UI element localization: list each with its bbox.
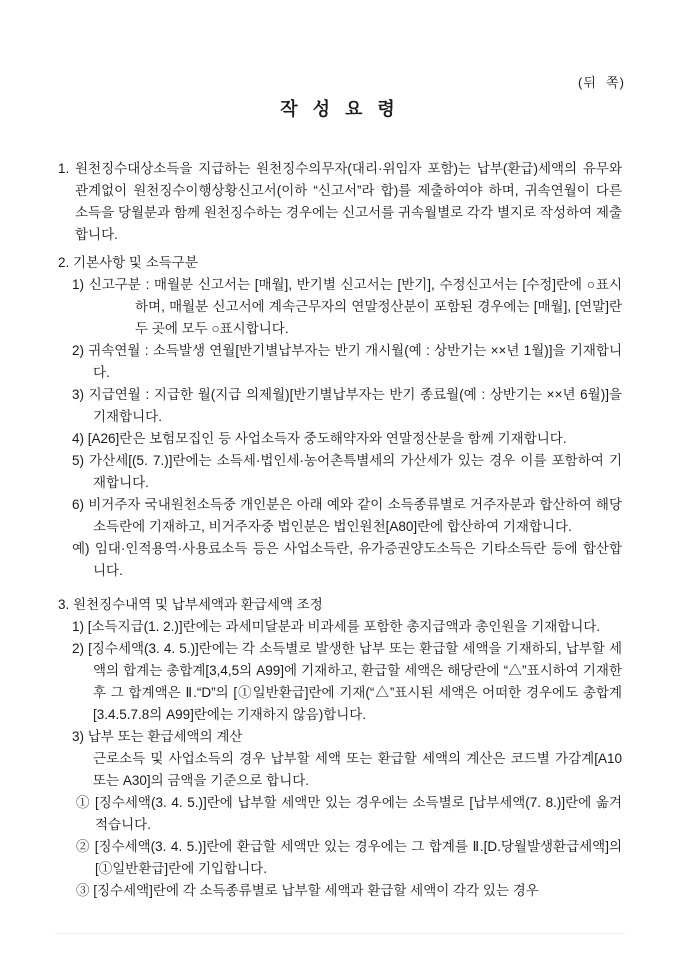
section-3-item-3: 3) 납부 또는 환급세액의 계산 [72,729,243,744]
section-2-item-3: 3) 지급연월 : 지급한 월(지급 의제월)[반기별납부자는 반기 종료월(예 : 상반기는 ××년 6월)]을 기재합니다. [72,387,622,424]
page-title: 작 성 요 령 [280,99,400,119]
section-2-item-6: 6) 비거주자 국내원천소득중 개인분은 아래 예와 같이 소득종류별로 거주자분과 합산하여 해당 소득란에 기재하고, 비거주자중 법인분은 법인원천[A80]란에 합산하여 기재합니다. [72,497,622,534]
section-3-circled-3: ③ [징수세액]란에 각 소득종류별로 납부할 세액과 환급할 세액이 각각 있는 경우 [76,883,539,898]
section-2-item-2: 2) 귀속연월 : 소득발생 연월[반기별납부자는 반기 개시월(예 : 상반기는 ××년 1월)]을 기재합니다. [72,343,622,380]
page-bottom-rule [55,933,625,934]
section-2-item-5: 5) 가산세[(5. 7.)]란에는 소득세·법인세·농어촌특별세의 가산세가 있는 경우 이를 포함하여 기재합니다. [72,453,622,490]
section-3-circled-2: ② [징수세액(3. 4. 5.)]란에 환급할 세액만 있는 경우에는 그 합계를 Ⅱ.[D.당월발생환급세액]의 [①일반환급]란에 기입합니다. [76,839,622,876]
section-2-heading: 2. 기본사항 및 소득구분 [58,255,198,270]
section-3-item-2: 2) [징수세액(3. 4. 5.)]란에는 각 소득별로 발생한 납부 또는 환급할 세액을 기재하되, 납부할 세액의 합계는 총합계[3,4,5의 A99]에 기재하고, 환급할 세액은 해당란에 “△”표시하여 기재한 후 그 합계액은 Ⅱ.“D”의 [①일반환급]란에 기재(“△”표시된 세액은 어떠한 경우에도 총합계[3.4.5.7.8의 A99]란에는 기재하지 않음)합니다. [72,641,622,722]
section-2-item-1: 1) 신고구분 : 매월분 신고서는 [매월], 반기별 신고서는 [반기], 수정신고서는 [수정]란에 ○표시하며, 매월분 신고서에 계속근무자의 연말정산분이 포함된 경우에는 [매월], [연말]란 두 곳에 모두 ○표시합니다. [72,277,622,336]
section-1-paragraph: 1. 원천징수대상소득을 지급하는 원천징수의무자(대리·위임자 포함)는 납부(환급)세액의 유무와 관계없이 원천징수이행상황신고서(이하 “신고서”라 합)를 제출하여야 하며, 귀속연월이 다른 소득을 당월분과 함께 원천징수하는 경우에는 신고서를 귀속월별로 각각 별지로 작성하여 제출합니다. [58,161,622,242]
page-side-note: (뒤 쪽) [578,75,625,90]
section-2-item-4: 4) [A26]란은 보험모집인 등 사업소득자 중도해약자와 연말정산분을 함께 기재합니다. [72,431,567,446]
section-3-heading: 3. 원천징수내역 및 납부세액과 환급세액 조정 [58,597,323,612]
section-3-item-3-body: 근로소득 및 사업소득의 경우 납부할 세액 또는 환급할 세액의 계산은 코드별 가감계[A10 또는 A30]의 금액을 기준으로 합니다. [93,751,622,788]
section-2-item-example: 예) 임대·인적용역·사용료소득 등은 사업소득란, 유가증권양도소득은 기타소득란 등에 합산합니다. [72,541,622,578]
section-3-item-1: 1) [소득지급(1. 2.)]란에는 과세미달분과 비과세를 포함한 총지급액과 총인원을 기재합니다. [72,619,601,634]
section-3-circled-1: ① [징수세액(3. 4. 5.)]란에 납부할 세액만 있는 경우에는 소득별로 [납부세액(7. 8.)]란에 옮겨 적습니다. [76,795,622,832]
